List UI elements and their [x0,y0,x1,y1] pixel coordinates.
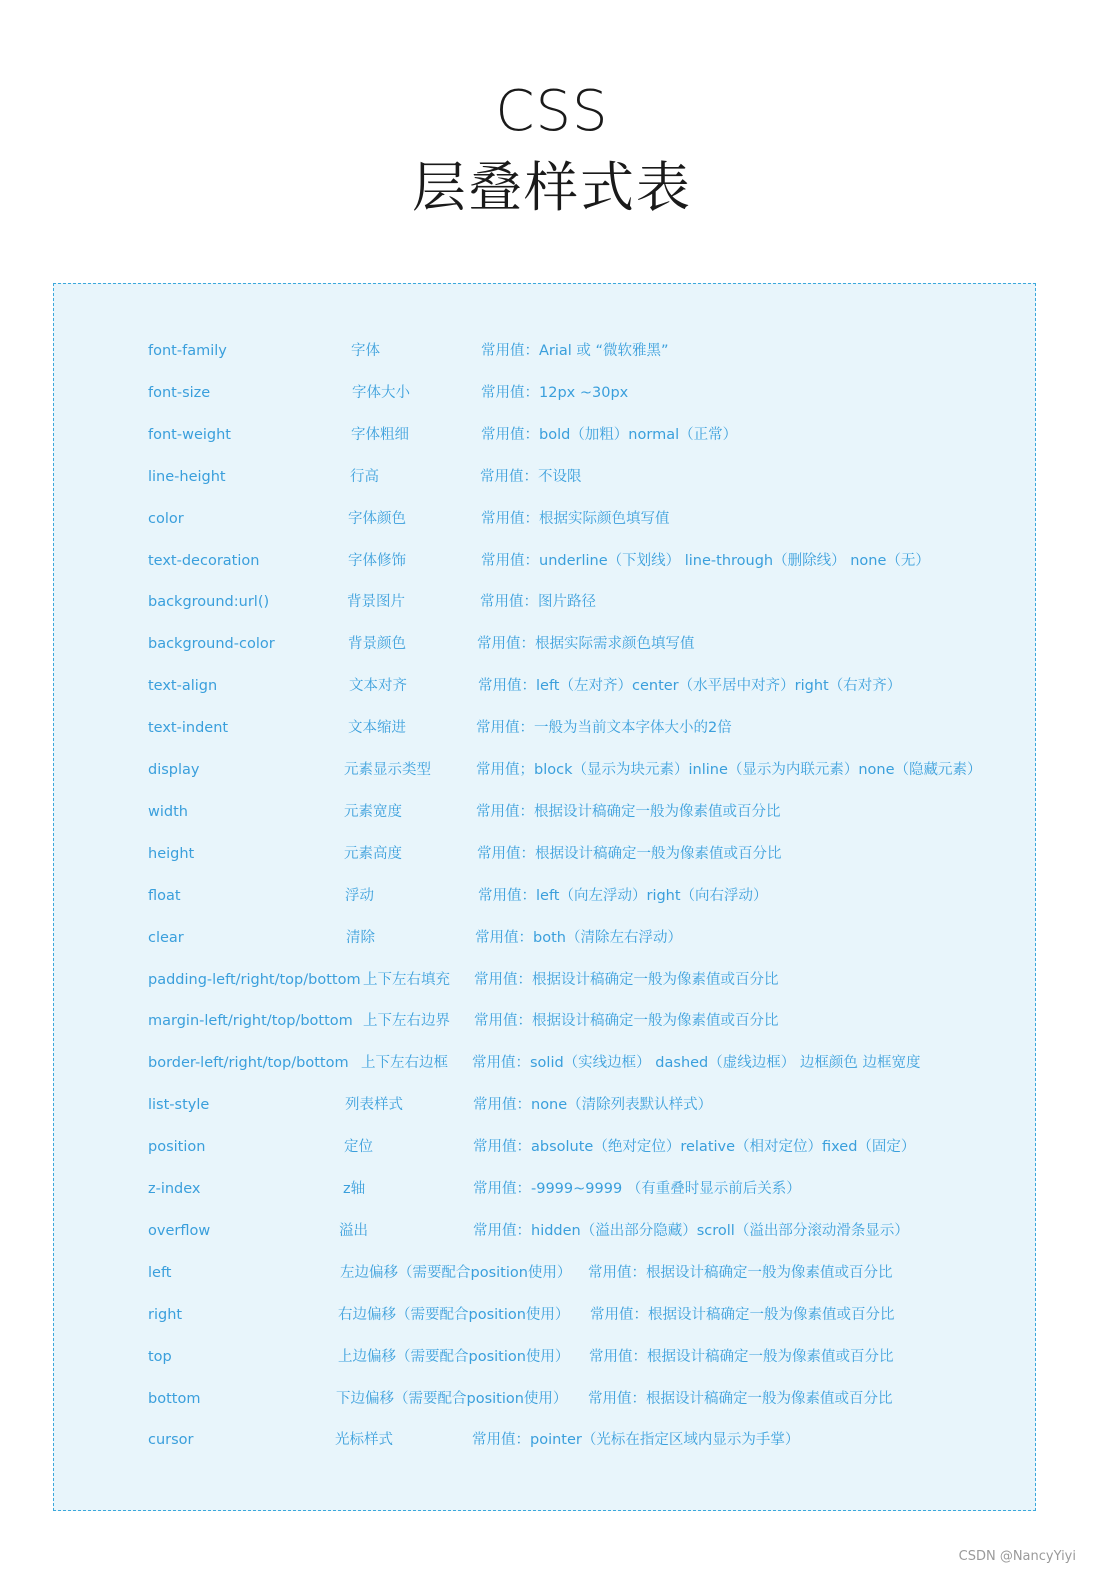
property-row [54,926,1037,950]
property-row [54,1093,1037,1117]
property-row [54,590,1037,614]
property-row [54,1009,1037,1033]
property-common-values: 常用值：根据设计稿确定一般为像素值或百分比 [474,971,779,988]
property-common-values: 常用值：pointer（光标在指定区域内显示为手掌） [472,1432,800,1449]
property-description: 浮动 [345,887,374,904]
property-row [54,465,1037,489]
property-common-values: 常用值：left（左对齐）center（水平居中对齐）right（右对齐） [478,678,902,695]
property-common-values: 常用值：bold（加粗）normal（正常） [481,426,738,443]
property-row [54,339,1037,363]
property-common-values: 常用值：none（清除列表默认样式） [473,1097,713,1114]
property-description: 行高 [350,468,379,485]
property-row [54,884,1037,908]
property-description: 下边偏移（需要配合position使用） [336,1390,568,1407]
property-name: position [148,1139,206,1156]
property-description: 背景图片 [347,594,405,611]
property-name: left [148,1264,172,1281]
property-description: 字体粗细 [351,426,409,443]
property-common-values: 常用值：absolute（绝对定位）relative（相对定位）fixed（固定） [473,1139,916,1156]
title-css: CSS [495,79,609,144]
property-row [54,1303,1037,1327]
property-description: 字体颜色 [348,510,406,527]
property-name: width [148,803,188,820]
property-name: overflow [148,1222,211,1239]
property-name: margin-left/right/top/bottom [148,1013,353,1030]
property-common-values: 常用值；block（显示为块元素）inline（显示为内联元素）none（隐藏元素） [476,762,982,778]
property-name: border-left/right/top/bottom [148,1055,349,1072]
property-row [54,758,1037,782]
property-description: 背景颜色 [348,636,406,653]
property-common-values: 常用值：根据设计稿确定一般为像素值或百分比 [474,1013,779,1030]
css-properties-panel [53,283,1036,1511]
property-name: bottom [148,1390,201,1407]
property-description: 光标样式 [335,1432,393,1449]
property-row [54,1051,1037,1075]
property-common-values: 常用值：根据设计稿确定一般为像素值或百分比 [590,1306,895,1323]
property-name: font-family [148,343,227,359]
page-title [0,78,1104,226]
property-name: line-height [148,468,226,485]
property-row [54,842,1037,866]
property-common-values: 常用值：根据设计稿确定一般为像素值或百分比 [588,1264,893,1281]
property-row [54,968,1037,992]
property-description: 上下左右边界 [363,1013,450,1030]
property-common-values: 常用值：hidden（溢出部分隐藏）scroll（溢出部分滚动滑条显示） [473,1222,909,1239]
property-name: font-size [148,384,211,401]
property-common-values: 常用值：根据实际颜色填写值 [481,510,670,527]
property-description: 上下左右填充 [363,971,450,988]
property-name: float [148,887,181,904]
property-name: height [148,845,195,862]
property-description: 定位 [344,1139,373,1156]
property-name: z-index [148,1181,201,1197]
property-common-values: 常用值：solid（实线边框） dashed（虚线边框） 边框颜色 边框宽度 [472,1055,921,1072]
property-common-values: 常用值：underline（下划线） line-through（删除线） none（无） [481,552,930,569]
property-common-values: 常用值：根据设计稿确定一般为像素值或百分比 [589,1348,894,1365]
property-description: 文本对齐 [349,678,407,695]
property-description: 字体 [351,343,380,359]
property-name: right [148,1306,183,1323]
property-row [54,632,1037,656]
property-row [54,1219,1037,1243]
property-description: 文本缩进 [348,720,406,737]
property-description: z轴 [343,1181,366,1197]
property-common-values: 常用值：根据设计稿确定一般为像素值或百分比 [477,845,782,862]
property-name: text-align [148,678,218,695]
property-row [54,507,1037,531]
property-description: 清除 [346,929,375,946]
property-common-values: 常用值：一般为当前文本字体大小的2倍 [476,720,732,737]
property-name: display [148,762,200,778]
property-common-values: 常用值：根据实际需求颜色填写值 [477,636,695,653]
property-description: 上边偏移（需要配合position使用） [338,1348,570,1365]
property-row [54,674,1037,698]
property-row [54,716,1037,740]
property-row [54,1177,1037,1201]
property-name: padding-left/right/top/bottom [148,971,361,988]
property-name: color [148,510,184,527]
property-description: 字体修饰 [348,552,406,569]
property-common-values: 常用值：left（向左浮动）right（向右浮动） [478,887,768,904]
property-row [54,423,1037,447]
property-name: background-color [148,636,275,653]
property-name: text-decoration [148,552,260,569]
property-common-values: 常用值：图片路径 [480,594,596,611]
property-name: top [148,1348,172,1365]
property-common-values: 常用值：Arial 或 “微软雅黑” [481,343,669,359]
property-common-values: 常用值：根据设计稿确定一般为像素值或百分比 [476,803,781,820]
property-name: background:url() [148,594,270,611]
property-row [54,1135,1037,1159]
property-description: 列表样式 [345,1097,403,1114]
property-description: 元素宽度 [344,803,402,820]
property-name: clear [148,929,184,946]
property-row [54,1345,1037,1369]
property-row [54,381,1037,405]
property-row [54,1428,1037,1452]
property-name: list-style [148,1097,210,1114]
title-cascading-style-sheets: 层叠样式表 [412,156,692,219]
property-description: 溢出 [339,1222,368,1239]
property-name: text-indent [148,720,229,737]
property-description: 字体大小 [352,384,410,401]
property-description: 左边偏移（需要配合position使用） [340,1264,572,1281]
property-row [54,1387,1037,1411]
property-description: 元素高度 [344,845,402,862]
property-common-values: 常用值：12px ~30px [481,384,629,401]
property-row [54,1261,1037,1285]
property-description: 上下左右边框 [361,1055,448,1072]
property-common-values: 常用值：根据设计稿确定一般为像素值或百分比 [588,1390,893,1407]
property-description: 元素显示类型 [344,762,431,778]
property-row [54,800,1037,824]
property-description: 右边偏移（需要配合position使用） [338,1306,570,1323]
property-name: cursor [148,1432,194,1449]
property-common-values: 常用值：不设限 [480,468,582,485]
property-common-values: 常用值：-9999~9999 （有重叠时显示前后关系） [473,1181,801,1197]
property-row [54,549,1037,573]
property-name: font-weight [148,426,231,443]
property-common-values: 常用值：both（清除左右浮动） [475,929,682,946]
watermark: CSDN @NancyYiyi [958,1549,1076,1564]
